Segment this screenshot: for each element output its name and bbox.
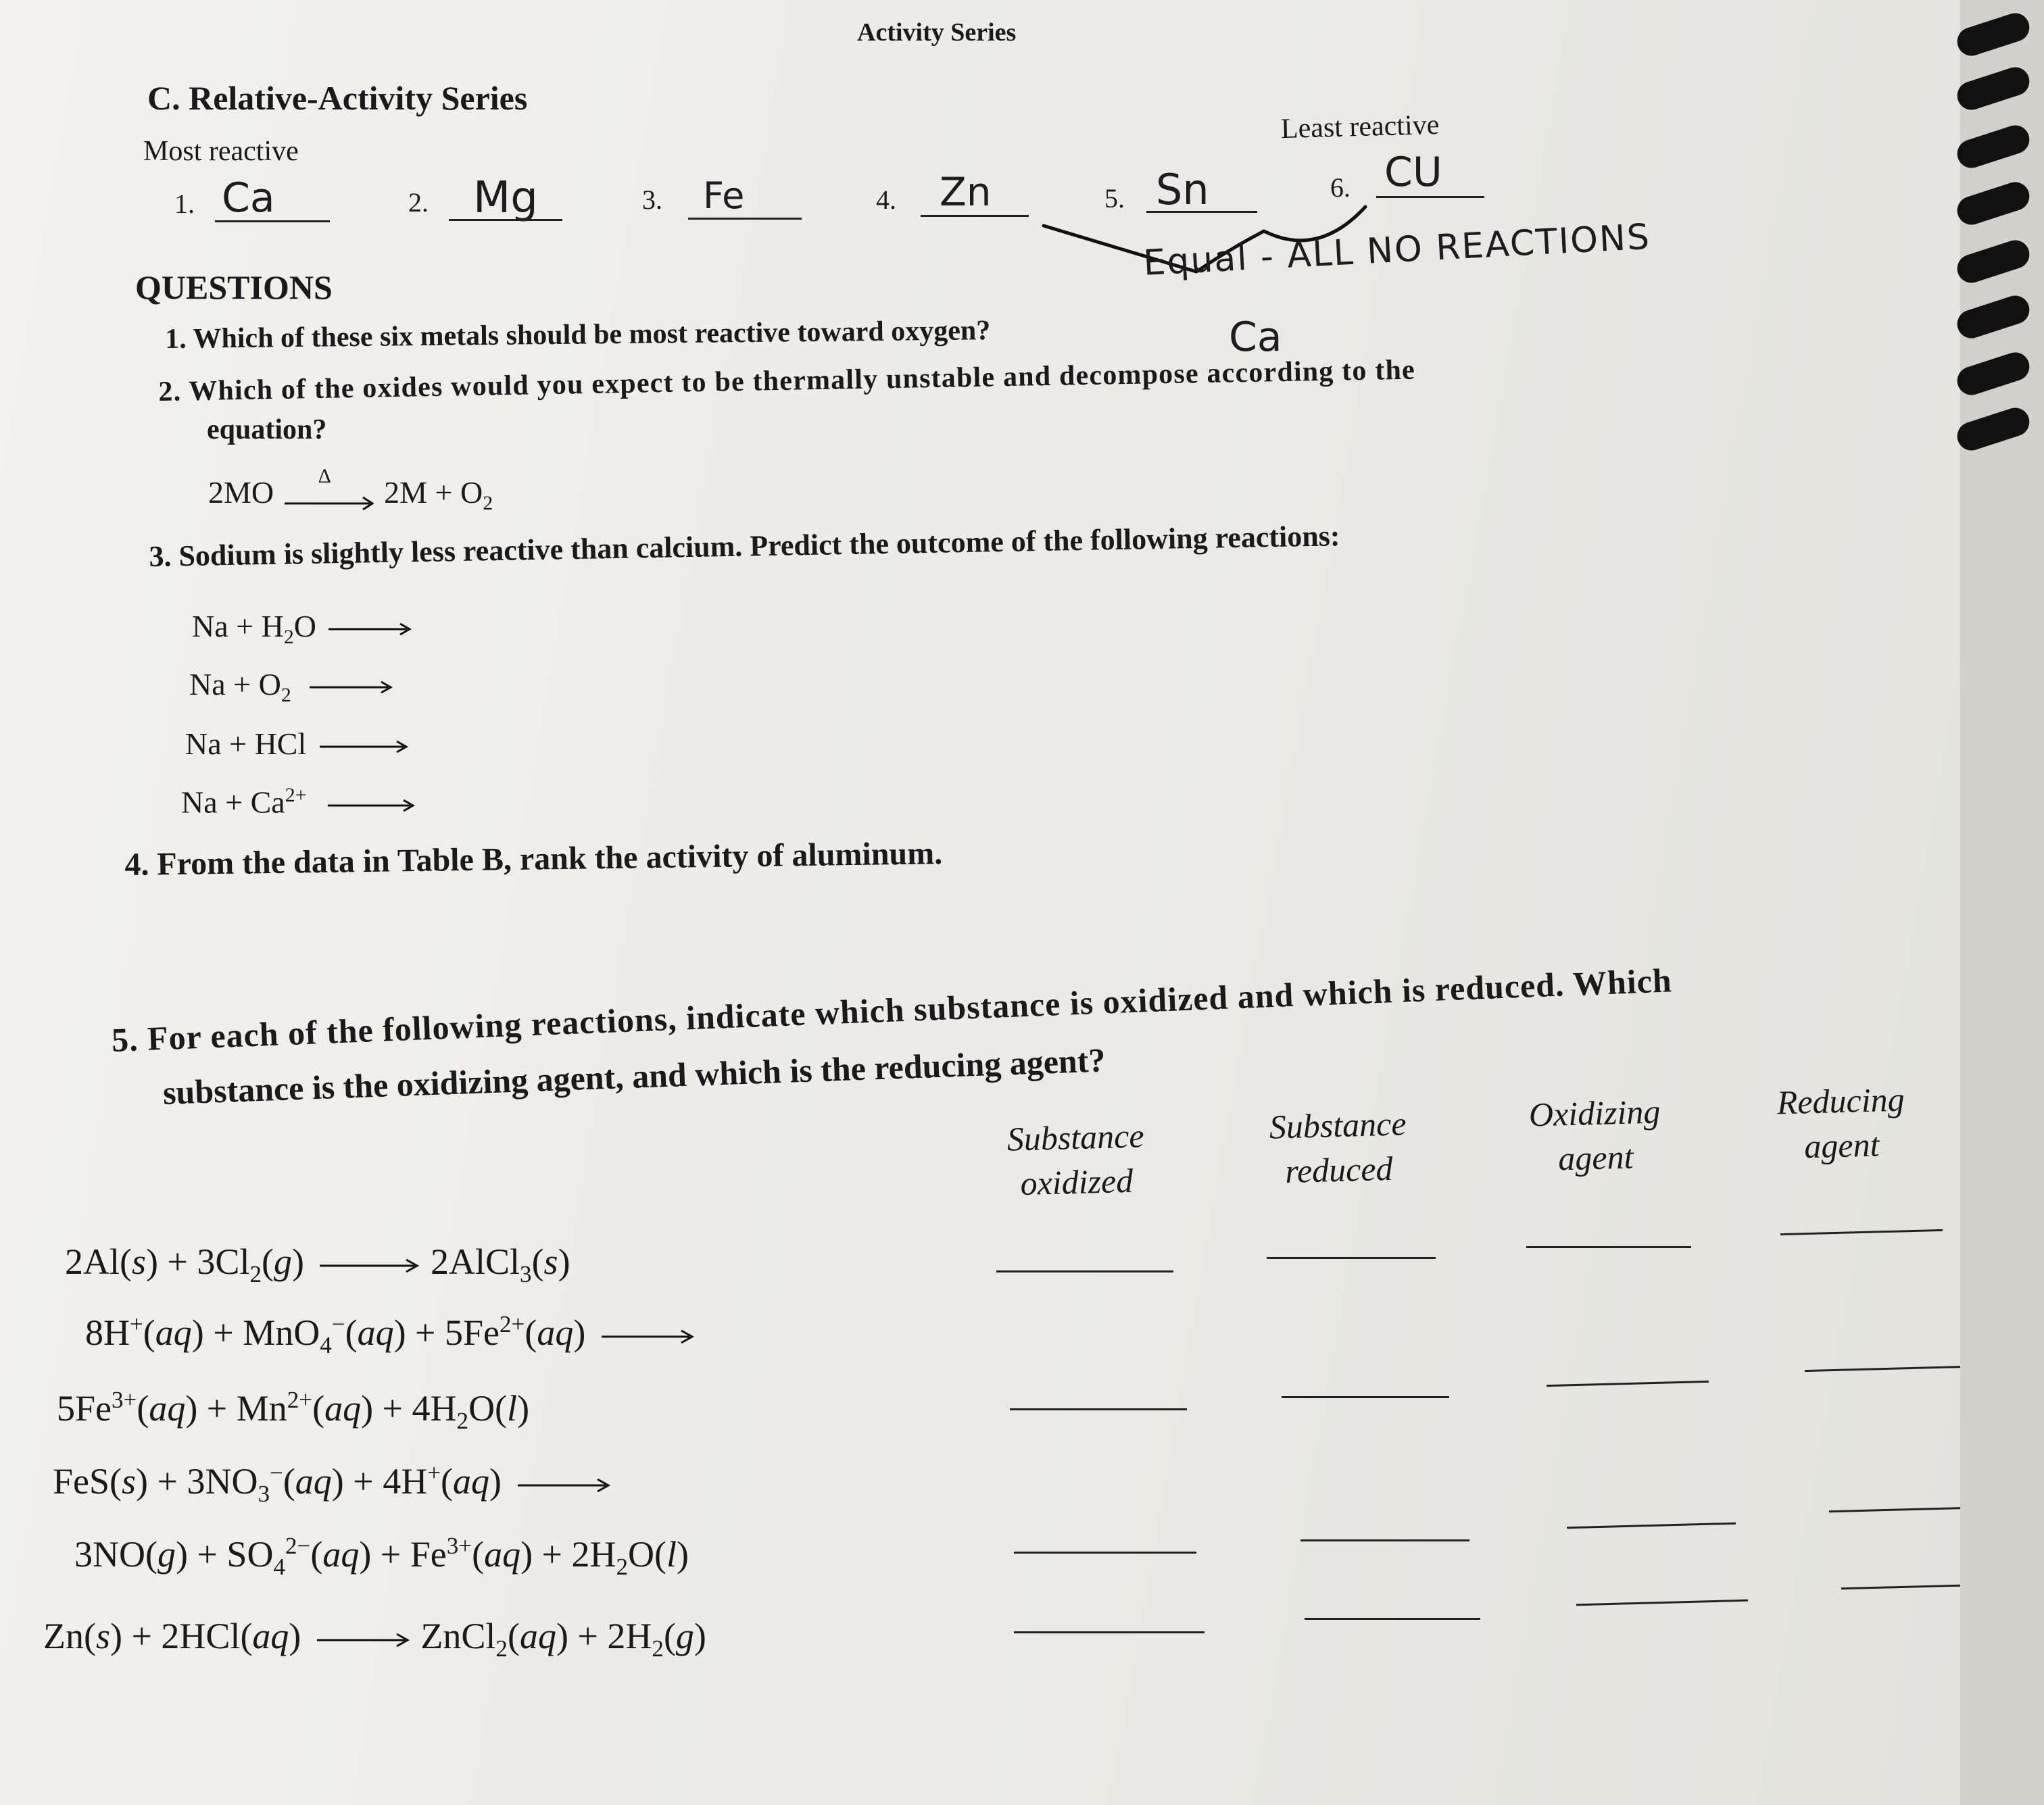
answer-line	[215, 220, 330, 222]
question-1: 1. Which of these six metals should be most reactive toward oxygen?	[165, 315, 991, 355]
equation-products: 2M + O	[384, 475, 483, 510]
reaction-na-water: $Na + H_2O$	[192, 608, 412, 649]
equation-reactant: 2MO	[208, 475, 274, 510]
col-substance-oxidized	[980, 1112, 1171, 1206]
answer-blank[interactable]	[1576, 1600, 1748, 1606]
answer-blank[interactable]	[1780, 1229, 1943, 1235]
answer-blank[interactable]	[996, 1270, 1173, 1272]
answer-line	[449, 219, 562, 221]
redox-reaction-1: $2Al(s) + 3Cl_2(g)$ 2AlCl$_3$(s)	[65, 1241, 570, 1287]
coil-ring	[1953, 178, 2033, 228]
reaction-text: Na + HCl	[185, 726, 307, 761]
col-substance-reduced	[1242, 1100, 1434, 1194]
col-header-line1: Substance	[1006, 1116, 1145, 1158]
rank-answer: Zn	[940, 169, 992, 215]
coil-ring	[1953, 122, 2033, 172]
col-header-line2: agent	[1557, 1137, 1634, 1178]
heat-arrow	[282, 465, 376, 505]
answer-blank[interactable]	[1300, 1539, 1469, 1541]
col-header-line1: Reducing	[1776, 1080, 1905, 1122]
spiral-binding	[1960, 0, 2044, 1805]
question-2-line1: 2. Which of the oxides would you expect to be thermally unstable and decompose according to the	[158, 354, 1416, 407]
question-5-line2: substance is the oxidizing agent, and which is the reducing agent?	[162, 1041, 1106, 1112]
rank-answer: Fe	[703, 174, 745, 217]
answer-line	[688, 218, 802, 220]
coil-ring	[1953, 64, 2033, 114]
rank-number: 3.	[642, 184, 662, 215]
answer-blank[interactable]	[1547, 1381, 1709, 1387]
reaction-text: Na + Ca	[181, 785, 285, 820]
rank-answer: Ca	[222, 174, 275, 222]
reaction-na-calcium-ion: $Na + Ca^{2+}$	[181, 784, 416, 820]
col-header-line2: reduced	[1284, 1149, 1394, 1191]
answer-blank[interactable]	[1014, 1631, 1204, 1633]
delta-symbol: Δ	[318, 465, 331, 488]
col-header-line2: agent	[1803, 1125, 1880, 1166]
handwritten-note: Equal - ALL NO REACTIONS	[1142, 216, 1652, 284]
answer-line	[1376, 196, 1484, 198]
coil-ring	[1953, 237, 2033, 287]
rank-number: 4.	[876, 184, 896, 215]
answer-blank[interactable]	[1267, 1257, 1436, 1259]
rank-number: 1.	[174, 189, 195, 219]
redox-reaction-4: Zn(s) + 2HCl(aq) ZnCl$_2$(aq) + $2H_2(g)$	[43, 1616, 706, 1662]
reaction-text: Na + O	[189, 667, 281, 701]
question-1-answer: Ca	[1229, 314, 1282, 361]
col-reducing-agent	[1745, 1076, 1937, 1170]
reaction-na-hcl	[185, 726, 409, 762]
answer-blank[interactable]	[1526, 1246, 1691, 1248]
coil-ring	[1953, 349, 2033, 399]
questions-heading: QUESTIONS	[135, 268, 333, 306]
answer-line	[921, 215, 1029, 217]
reaction-text: Na + H	[192, 609, 284, 643]
question-2-equation: 2MO Δ $2M + O_2$	[208, 465, 493, 515]
most-reactive-label: Most reactive	[143, 136, 299, 167]
rank-number: 6.	[1330, 172, 1350, 203]
answer-blank[interactable]	[1567, 1523, 1736, 1529]
col-header-line1: Substance	[1269, 1104, 1407, 1146]
rank-answer: Sn	[1156, 165, 1209, 214]
coil-ring	[1953, 292, 2033, 342]
redox-reaction-2: $8H^+(aq) + MnO_4^-(aq) + 5Fe^{2+}(aq)$	[85, 1311, 696, 1359]
answer-blank[interactable]	[1805, 1366, 1967, 1372]
rank-number: 5.	[1104, 183, 1125, 214]
reaction-na-oxygen: $Na + O_2$	[189, 666, 393, 707]
col-header-line2: oxidized	[1019, 1161, 1134, 1203]
redox-reaction-3: $FeS(s) + 3NO_3^-(aq) + 4H^+(aq)$	[53, 1460, 612, 1508]
answer-blank[interactable]	[1282, 1396, 1449, 1398]
question-5-line1: 5. For each of the following reactions, indicate which substance is oxidized and which is reduced. Which	[111, 961, 1673, 1059]
coil-ring	[1953, 404, 2033, 454]
redox-reaction-2-products: $5Fe^{3+}(aq) + Mn^{2+}(aq) + 4H_2O(l)$	[57, 1387, 530, 1434]
answer-blank[interactable]	[1014, 1552, 1196, 1554]
question-4: 4. From the data in Table B, rank the activity of aluminum.	[124, 835, 943, 883]
section-title: C. Relative-Activity Series	[147, 79, 528, 117]
rank-answer: Mg	[473, 173, 538, 223]
rank-answer: CU	[1384, 149, 1442, 196]
answer-blank[interactable]	[1305, 1618, 1480, 1620]
redox-reaction-3-products: $3NO(g) + SO_4^{2-}(aq) + Fe^{3+}(aq) + 2H_2O(l)$	[74, 1533, 689, 1580]
question-3: 3. Sodium is slightly less reactive than calcium. Predict the outcome of the following reactions:	[149, 519, 1340, 573]
question-2-line2: equation?	[207, 414, 327, 445]
col-oxidizing-agent	[1499, 1088, 1690, 1182]
rank-number: 2.	[408, 187, 429, 218]
coil-ring	[1953, 9, 2033, 59]
page-header: Activity Series	[857, 18, 1017, 47]
least-reactive-label: Least reactive	[1280, 109, 1440, 145]
col-header-line1: Oxidizing	[1528, 1092, 1661, 1134]
answer-blank[interactable]	[1010, 1408, 1187, 1410]
